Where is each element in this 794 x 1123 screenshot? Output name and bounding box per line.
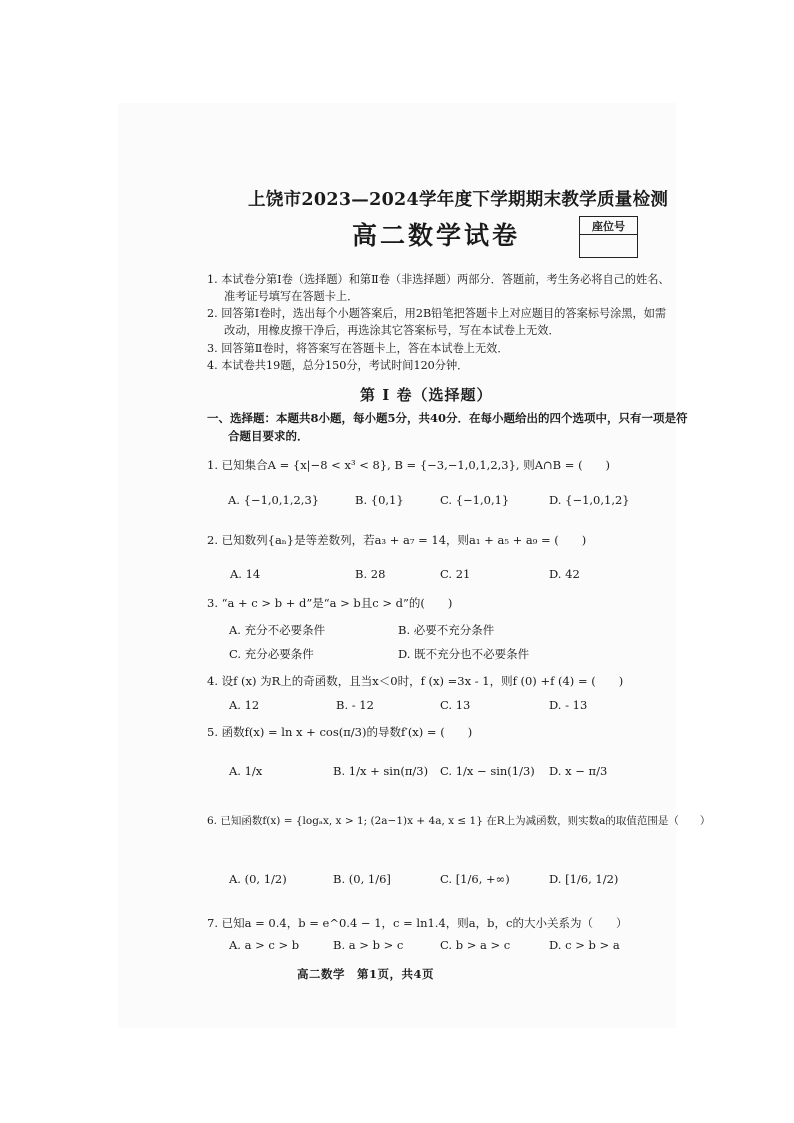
note-2: 2. 回答第Ⅰ卷时，选出每个小题答案后，用2B铅笔把答题卡上对应题目的答案标号涂黑，如需: [207, 307, 667, 320]
q3-option-c: C. 充分必要条件: [229, 647, 314, 661]
q6-option-a: A. (0, 1/2): [229, 872, 287, 886]
q7-option-a: A. a > c > b: [229, 938, 300, 952]
question-2: 2. 已知数列{aₙ}是等差数列，若a₃ + a₇ = 14，则a₁ + a₅ + a₉ = ( ): [207, 533, 587, 547]
q1-option-a: A. {−1,0,1,2,3}: [228, 493, 320, 507]
q5-option-b: B. 1/x + sin(π/3): [333, 764, 429, 778]
q6-option-b: B. (0, 1/6]: [333, 872, 391, 886]
q4-option-a: A. 12: [229, 698, 260, 712]
seat-number-label: 座位号: [580, 219, 637, 235]
question-6: 6. 已知函数f(x) = {logₐx, x > 1; (2a−1)x + 4a, x ≤ 1} 在R上为减函数，则实数a的取值范围是（ ）: [207, 815, 711, 827]
q2-option-d: D. 42: [549, 567, 580, 581]
q7-option-c: C. b > a > c: [440, 938, 511, 952]
note-2-cont: 改动，用橡皮擦干净后，再选涂其它答案标号，写在本试卷上无效．: [224, 324, 560, 337]
subject-title: 高二数学试卷: [352, 221, 521, 250]
q2-option-a: A. 14: [230, 567, 261, 581]
q4-option-c: C. 13: [440, 698, 471, 712]
q6-option-d: D. [1/6, 1/2): [549, 872, 619, 886]
part-instruction: 一、选择题：本题共8小题，每小题5分，共40分．在每小题给出的四个选项中，只有一项是符: [207, 411, 688, 425]
note-1-cont: 准考证号填写在答题卡上．: [224, 290, 359, 303]
q4-option-b: B. - 12: [336, 698, 374, 712]
q5-option-c: C. 1/x − sin(1/3): [440, 764, 535, 778]
q3-option-b: B. 必要不充分条件: [398, 623, 495, 637]
question-5: 5. 函数f(x) = ln x + cos(π/3)的导数f′(x) = ( ): [207, 725, 473, 739]
q1-option-b: B. {0,1}: [355, 493, 404, 507]
seat-number-box: [579, 216, 638, 258]
q5-option-a: A. 1/x: [229, 764, 263, 778]
q3-option-d: D. 既不充分也不必要条件: [398, 647, 530, 661]
q2-option-b: B. 28: [355, 567, 386, 581]
question-4: 4. 设f (x) 为R上的奇函数，且当x＜0时，f (x) =3x - 1，则f (0) +f (4) = ( ): [207, 674, 624, 688]
q2-option-c: C. 21: [440, 567, 471, 581]
q7-option-d: D. c > b > a: [549, 938, 620, 952]
q6-option-c: C. [1/6, +∞): [440, 872, 510, 886]
q1-option-c: C. {−1,0,1}: [440, 493, 510, 507]
note-1: 1. 本试卷分第Ⅰ卷（选择题）和第Ⅱ卷（非选择题）两部分．答题前，考生务必将自己的姓名、: [207, 273, 670, 286]
exam-title: 上饶市2023—2024学年度下学期期末教学质量检测: [248, 190, 669, 210]
q4-option-d: D. - 13: [549, 698, 588, 712]
q1-option-d: D. {−1,0,1,2}: [549, 493, 630, 507]
q5-option-d: D. x − π/3: [549, 764, 608, 778]
page-footer: 高二数学 第1页，共4页: [297, 967, 435, 981]
section-title: 第 Ⅰ 卷（选择题）: [360, 386, 493, 404]
q3-option-a: A. 充分不必要条件: [229, 623, 326, 637]
question-1: 1. 已知集合A = {x|−8 < x³ < 8}, B = {−3,−1,0,1,2,3}, 则A∩B = ( ): [207, 458, 611, 472]
question-3: 3. “a + c > b + d”是“a > b且c > d”的( ): [207, 596, 453, 610]
question-7: 7. 已知a = 0.4，b = e^0.4 − 1，c = ln1.4，则a，b，c的大小关系为（ ）: [207, 916, 628, 930]
part-instruction-cont: 合题目要求的．: [228, 429, 309, 443]
note-3: 3. 回答第Ⅱ卷时，将答案写在答题卡上，答在本试卷上无效．: [207, 342, 509, 355]
q7-option-b: B. a > b > c: [333, 938, 404, 952]
note-4: 4. 本试卷共19题，总分150分，考试时间120分钟．: [207, 359, 469, 372]
